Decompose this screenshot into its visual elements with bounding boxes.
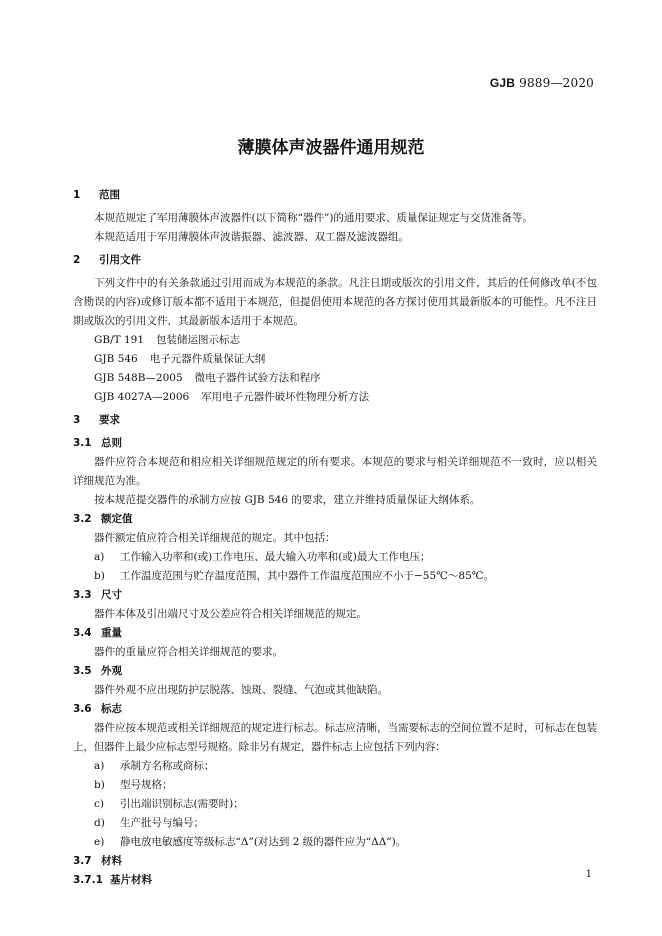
- paragraph: 按本规范提交器件的承制方应按 GJB 546 的要求，建立并维持质量保证大纲体系。: [94, 494, 481, 506]
- list-item: d) 生产批号与编号；: [94, 817, 204, 829]
- section-heading-3: 3 要求: [73, 414, 120, 426]
- reference-item: GB/T 191 包装储运图示标志: [94, 334, 241, 346]
- paragraph: 器件本体及引出端尺寸及公差应符合相关详细规范的规定。: [94, 608, 367, 620]
- list-item: e) 静电放电敏感度等级标志“Δ”(对达到 2 级的器件应为“ΔΔ”)。: [94, 836, 407, 848]
- list-item: b) 工作温度范围与贮存温度范围，其中器件工作温度范围应不小于−55℃～85℃。: [94, 570, 495, 582]
- section-heading-3-3: 3.3 尺寸: [73, 589, 122, 601]
- list-item: c) 引出端识别标志(需要时)；: [94, 798, 244, 810]
- reference-item: GJB 548B—2005 微电子器件试验方法和程序: [94, 372, 321, 384]
- paragraph: 器件应符合本规范和相应相关详细规范规定的所有要求。本规范的要求与相关详细规范不一致时，应以相关详细规范为准。: [73, 456, 597, 487]
- list-item: b) 型号规格；: [94, 779, 173, 791]
- paragraph: 下列文件中的有关条款通过引用而成为本规范的条款。凡注日期或版次的引用文件，其后的任何修改单(不包含勘误的内容)或修订版本都不适用于本规范，但提倡使用本规范的各方探讨使用其最新版本的可能性。凡不注日期或版次的引用文件，其最新版本适用于本规范。: [73, 277, 597, 327]
- section-heading-3-4: 3.4 重量: [73, 627, 122, 639]
- section-heading-3-2: 3.2 额定值: [73, 513, 133, 525]
- paragraph: 本规范适用于军用薄膜体声波谐振器、滤波器、双工器及滤波器组。: [94, 231, 409, 243]
- paragraph: 器件的重量应符合相关详细规范的要求。: [94, 646, 283, 658]
- paragraph: 器件应按本规范或相关详细规范的规定进行标志。标志应清晰，当需要标志的空间位置不足时，可标志在包装上，但器件上最少应标志型号规格。除非另有规定，器件标志上应包括下列内容：: [73, 722, 597, 753]
- section-heading-3-7-1: 3.7.1 基片材料: [73, 874, 152, 886]
- document-body: [73, 186, 597, 890]
- section-heading-3-7: 3.7 材料: [73, 855, 122, 867]
- reference-item: GJB 4027A—2006 军用电子元器件破坏性物理分析方法: [94, 391, 370, 403]
- reference-item: GJB 546 电子元器件质量保证大纲: [94, 353, 266, 365]
- paragraph: 器件额定值应符合相关详细规范的规定。其中包括：: [94, 532, 336, 544]
- document-title: 薄膜体声波器件通用规范: [237, 138, 425, 158]
- section-heading-2: 2 引用文件: [73, 254, 141, 266]
- section-heading-1: 1 范围: [73, 189, 120, 201]
- paragraph: 本规范规定了军用薄膜体声波器件(以下简称“器件”)的通用要求、质量保证规定与交货准备等。: [94, 212, 533, 224]
- paragraph: 器件外观不应出现防护层脱落、蚀斑、裂缝、气泡或其他缺陷。: [94, 684, 388, 696]
- list-item: a) 承制方名称或商标；: [94, 760, 215, 772]
- section-heading-3-6: 3.6 标志: [73, 703, 122, 715]
- document-code: GJB 9889—2020: [489, 76, 594, 90]
- section-heading-3-1: 3.1 总则: [73, 437, 122, 449]
- list-item: a) 工作输入功率和(或)工作电压、最大输入功率和(或)最大工作电压；: [94, 551, 431, 563]
- page-number: 1: [585, 869, 592, 880]
- section-heading-3-5: 3.5 外观: [73, 665, 122, 677]
